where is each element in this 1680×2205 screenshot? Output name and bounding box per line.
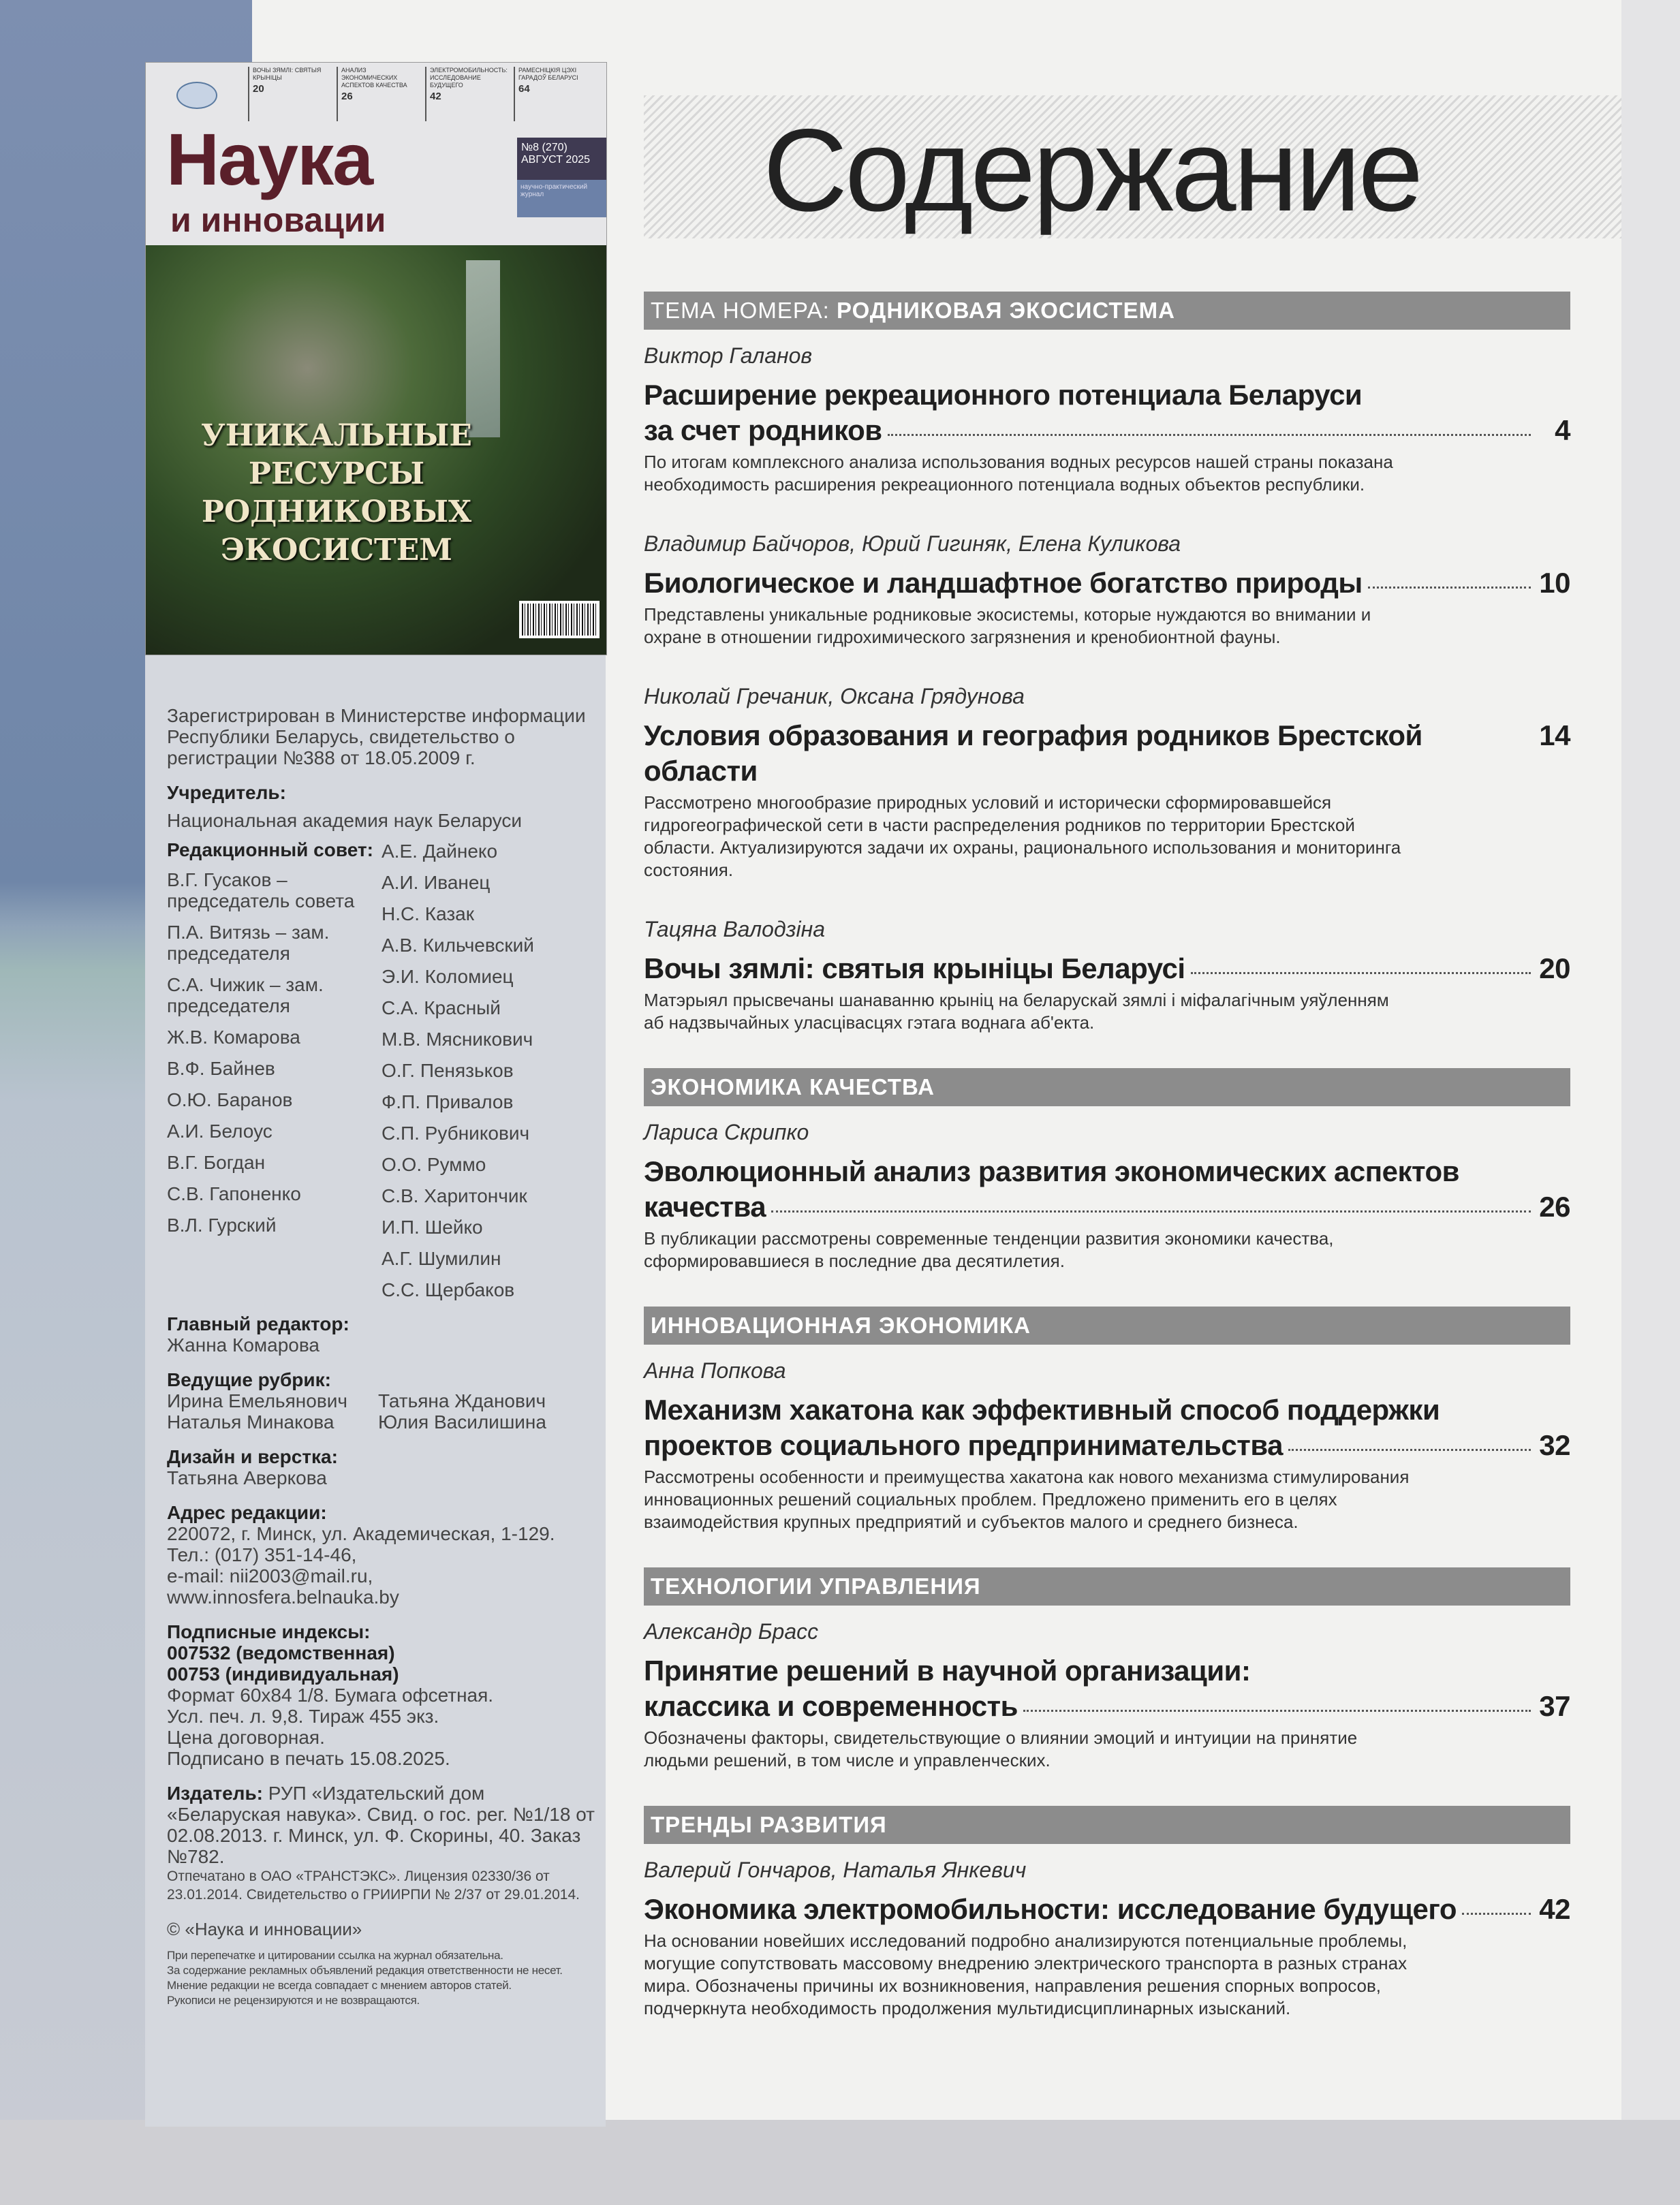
board-heading: Редакционный совет: [167, 839, 373, 860]
index-heading: Подписные индексы: [167, 1621, 371, 1642]
article-summary: Представлены уникальные родниковые экосистемы, которые нуждаются во внимании и охране в отношении гидрохимического загрязнения и кренобионтной фауны. [644, 604, 1371, 647]
journal-type: научно-практический журнал [517, 180, 607, 217]
editor-heading: Главный редактор: [167, 1313, 349, 1334]
toc-entry[interactable] [644, 530, 1570, 648]
article-summary: Матэрыял прысвечаны шанаванню крыніц на беларускай зямлі і міфалагічным уяўленням аб надзвычайных уласцівасцях гэтага воднага аб'екта. [644, 990, 1389, 1033]
article-title[interactable]: Условия образования и география родников Брестской области [644, 719, 1422, 787]
article-title[interactable]: Биологическое и ландшафтное богатство природы [644, 567, 1363, 599]
cover-teaser [337, 67, 420, 121]
board-member: С.В. Гапоненко [167, 1183, 301, 1204]
dot-leader [1368, 587, 1531, 589]
article-title[interactable]: проектов социального предпринимательства [644, 1429, 1283, 1461]
article-title[interactable]: Вочы зямлі: святыя крыніцы Беларусі [644, 952, 1185, 984]
publisher: РУП «Издательский дом «Беларуская навука». Свид. о гос. рег. №1/18 от 02.08.2013. г. Минск, ул. Ф. Скорины, 40. Заказ №782. [167, 1783, 595, 1867]
cover-headline: УНИКАЛЬНЫЕ РЕСУРСЫ РОДНИКОВЫХ ЭКОСИСТЕМ [201, 418, 472, 567]
board-member: А.Г. Шумилин [382, 1248, 501, 1269]
page-number[interactable]: 42 [1539, 1893, 1570, 1925]
page-title: Содержание [763, 105, 1421, 236]
dot-leader [1023, 1710, 1531, 1712]
table-of-contents [644, 292, 1570, 2054]
article-title[interactable]: за счет родников [644, 414, 882, 446]
design-heading: Дизайн и верстка: [167, 1446, 338, 1467]
format: Формат 60x84 1/8. Бумага офсетная. [167, 1685, 494, 1706]
article-author: Лариса Скрипко [644, 1120, 809, 1144]
copyright: © «Наука и инновации» [167, 1919, 362, 1939]
cover-teaser [248, 67, 331, 121]
section-header [644, 1068, 1570, 1106]
page-edge [1621, 0, 1680, 2205]
printer: Отпечатано в ОАО «ТРАНСТЭКС». Лицензия 02330/36 от 23.01.2014. Свидетельство о ГРИИРПИ № 2/37 от 29.01.2014. [167, 1868, 580, 1903]
article-title[interactable]: качества [644, 1191, 766, 1223]
section-name: РОДНИКОВАЯ ЭКОСИСТЕМА [837, 298, 1175, 323]
cover-teaser [425, 67, 508, 121]
board-member: В.Г. Гусаков – председатель совета [167, 869, 355, 911]
dot-leader [1462, 1913, 1531, 1915]
board-member: Н.С. Казак [382, 903, 475, 924]
board-member: В.Г. Богдан [167, 1152, 266, 1173]
subscription-index: 00753 (индивидуальная) [167, 1663, 399, 1685]
page-number[interactable]: 37 [1539, 1690, 1570, 1722]
note: Мнение редакции не всегда совпадает с мнением авторов статей. [167, 1979, 512, 1992]
article-title-last-line [644, 1428, 1570, 1463]
section-name: ТРЕНДЫ РАЗВИТИЯ [651, 1812, 887, 1837]
rubrics-heading: Ведущие рубрик: [167, 1369, 331, 1390]
editor: Жанна Комарова [167, 1334, 320, 1356]
publisher-heading: Издатель: [167, 1783, 263, 1804]
board-member: Э.И. Коломиец [382, 966, 514, 987]
note: За содержание рекламных объявлений редакция ответственности не несет. [167, 1964, 563, 1977]
price: Цена договорная. [167, 1727, 325, 1748]
board-member: С.С. Щербаков [382, 1279, 515, 1300]
board-member: С.П. Рубникович [382, 1123, 530, 1144]
teaser-page: 26 [341, 91, 353, 102]
article-author: Владимир Байчоров, Юрий Гигиняк, Елена Куликова [644, 531, 1181, 556]
page-number[interactable]: 32 [1539, 1429, 1570, 1461]
teaser-page: 64 [518, 83, 530, 95]
imprint [167, 705, 603, 2008]
address: 220072, г. Минск, ул. Академическая, 1-129. [167, 1523, 555, 1544]
article-title[interactable]: Расширение рекреационного потенциала Беларуси [644, 379, 1363, 411]
board-member: С.В. Харитончик [382, 1185, 527, 1206]
article-title-last-line [644, 1689, 1570, 1724]
academy-logo-icon [176, 82, 217, 109]
article-title-last-line [644, 413, 1570, 448]
board-member: А.В. Кильчевский [382, 935, 534, 956]
board-member: О.Г. Пенязьков [382, 1060, 514, 1081]
note: При перепечатке и цитировании ссылка на журнал обязательна. [167, 1949, 503, 1962]
scan-bottom-band [0, 2120, 1680, 2205]
board-member: А.И. Иванец [382, 872, 491, 893]
toc-entry[interactable] [644, 683, 1570, 881]
article-title-last-line [644, 1189, 1570, 1225]
email: e-mail: nii2003@mail.ru, [167, 1565, 373, 1586]
rubric-editor: Юлия Василишина [378, 1411, 546, 1433]
board-member: В.Ф. Байнев [167, 1058, 275, 1079]
section-header [644, 1806, 1570, 1844]
page-number[interactable]: 10 [1539, 567, 1570, 599]
board-member: П.А. Витязь – зам. председателя [167, 922, 330, 964]
registration: Зарегистрирован в Министерстве информации Республики Беларусь, свидетельство о регистрации №388 от 18.05.2009 г. [167, 705, 586, 768]
dot-leader [771, 1210, 1531, 1213]
designer: Татьяна Аверкова [167, 1467, 327, 1488]
page-number[interactable]: 20 [1539, 952, 1570, 984]
section-prefix: ТЕМА НОМЕРА: [651, 298, 837, 323]
article-title[interactable]: Механизм хакатона как эффективный способ поддержки [644, 1394, 1440, 1426]
website: www.innosfera.belnauka.by [167, 1586, 399, 1608]
waterfall [466, 260, 500, 437]
article-title[interactable]: Принятие решений в научной организации: [644, 1655, 1251, 1687]
teaser-text: ВОЧЫ ЗЯМЛІ: СВЯТЫЯ КРЫНІЦЫ [253, 67, 322, 81]
note: Рукописи не рецензируются и не возвращаются. [167, 1994, 420, 2007]
subscription-index: 007532 (ведомственная) [167, 1642, 395, 1663]
magazine-cover [145, 62, 607, 655]
board-member: Ж.В. Комарова [167, 1027, 300, 1048]
section-header [644, 1567, 1570, 1606]
teaser-page: 42 [430, 91, 441, 102]
board-member: А.Е. Дайнеко [382, 841, 498, 862]
toc-entry[interactable] [644, 916, 1570, 1034]
editorial-board [167, 841, 603, 1311]
print-run: Усл. печ. л. 9,8. Тираж 455 экз. [167, 1706, 439, 1727]
section-header [644, 292, 1570, 330]
article-title[interactable]: Эволюционный анализ развития экономических аспектов [644, 1155, 1459, 1187]
dot-leader [1191, 972, 1531, 974]
article-author: Александр Брасс [644, 1619, 819, 1644]
article-title[interactable]: классика и современность [644, 1690, 1018, 1722]
section-name: ТЕХНОЛОГИИ УПРАВЛЕНИЯ [651, 1574, 981, 1599]
dot-leader [1288, 1449, 1531, 1451]
board-member: С.А. Чижик – зам. председателя [167, 974, 324, 1016]
article-summary: Рассмотрены особенности и преимущества хакатона как нового механизма стимулирования инновационных решений социальных проблем. Предложено применить его в целях взаимодействия крупных предприятий и субъектов малого и среднего бизнеса. [644, 1467, 1410, 1532]
phone: Тел.: (017) 351-14-46, [167, 1544, 357, 1565]
article-author: Николай Гречаник, Оксана Грядунова [644, 684, 1025, 708]
board-member: С.А. Красный [382, 997, 501, 1018]
board-member: О.Ю. Баранов [167, 1089, 293, 1110]
issue-number: №8 (270) [521, 142, 567, 153]
toc-entry[interactable] [644, 1856, 1570, 2020]
article-author: Валерий Гончаров, Наталья Янкевич [644, 1858, 1027, 1882]
article-summary: На основании новейших исследований подробно анализируются потенциальные проблемы, могущие сопутствовать массовому внедрению электрического транспорта в разных странах мира. Обозначены причины их возникновения, направления решения спорных вопросов, подчеркнута необходимость продолжения мультидисциплинарных изысканий. [644, 1930, 1407, 2018]
board-member: М.В. Мясникович [382, 1029, 533, 1050]
article-summary: В публикации рассмотрены современные тенденции развития экономики качества, сформировавшиеся в последние два десятилетия. [644, 1228, 1334, 1271]
teaser-text: ЭЛЕКТРОМОБИЛЬНОСТЬ: ИССЛЕДОВАНИЕ БУДУЩЕГО [430, 67, 508, 89]
article-title-last-line [644, 565, 1570, 601]
rubric-editor: Наталья Минакова [167, 1411, 335, 1433]
cover-teaser [514, 67, 597, 121]
toc-entry[interactable] [644, 1119, 1570, 1272]
article-author: Виктор Галанов [644, 343, 813, 368]
article-summary: Обозначены факторы, свидетельствующие о влиянии эмоций и интуиции на принятие людьми решений, в том числе и управленческих. [644, 1727, 1358, 1770]
page-number[interactable]: 26 [1539, 1191, 1570, 1223]
issue-date: АВГУСТ 2025 [521, 154, 591, 166]
article-author: Анна Попкова [644, 1358, 786, 1383]
article-author: Тацяна Валодзіна [644, 917, 826, 941]
board-member: Ф.П. Привалов [382, 1091, 514, 1112]
toc-entry[interactable] [644, 342, 1570, 496]
toc-entry[interactable] [644, 1357, 1570, 1533]
board-member: А.И. Белоус [167, 1121, 273, 1142]
signed-date: Подписано в печать 15.08.2025. [167, 1748, 450, 1769]
address-heading: Адрес редакции: [167, 1502, 327, 1523]
article-summary: По итогам комплексного анализа использования водных ресурсов нашей страны показана необходимость расширения рекреационного потенциала водных объектов республики. [644, 452, 1393, 495]
toc-entry[interactable] [644, 1618, 1570, 1772]
rubric-editor: Татьяна Жданович [378, 1390, 546, 1411]
section-name: ИННОВАЦИОННАЯ ЭКОНОМИКА [651, 1313, 1031, 1338]
dot-leader [888, 434, 1531, 436]
board-member: В.Л. Гурский [167, 1215, 277, 1236]
cover-subtitle: и инновации [170, 201, 386, 239]
article-title-last-line [644, 718, 1570, 789]
board-member: О.О. Руммо [382, 1154, 486, 1175]
section-header [644, 1307, 1570, 1345]
section-name: ЭКОНОМИКА КАЧЕСТВА [651, 1074, 935, 1099]
founder-heading: Учредитель: [167, 782, 286, 803]
teaser-text: РАМЕСНІЦКІЯ ЦЭХІ ГАРАДОЎ БЕЛАРУСІ [518, 67, 578, 81]
teaser-page: 20 [253, 83, 264, 95]
teaser-text: АНАЛИЗ ЭКОНОМИЧЕСКИХ АСПЕКТОВ КАЧЕСТВА [341, 67, 407, 89]
page-number[interactable]: 14 [1539, 719, 1570, 751]
article-title-last-line [644, 1892, 1570, 1927]
article-summary: Рассмотрено многообразие природных условий и исторически сформировавшейся гидрогеографической сети в части распределения родников по территории Брестской области. Актуализируются задачи их охраны, рационального использования и мониторинга состояния. [644, 792, 1401, 880]
rubric-editor: Ирина Емельянович [167, 1390, 347, 1411]
page-number[interactable]: 4 [1555, 414, 1570, 446]
cover-issue [517, 138, 607, 180]
cover-title: Наука [166, 118, 373, 200]
founder: Национальная академия наук Беларуси [167, 810, 522, 831]
article-title[interactable]: Экономика электромобильности: исследование будущего [644, 1893, 1457, 1925]
board-member: И.П. Шейко [382, 1217, 483, 1238]
barcode [519, 601, 600, 638]
article-title-last-line [644, 951, 1570, 986]
